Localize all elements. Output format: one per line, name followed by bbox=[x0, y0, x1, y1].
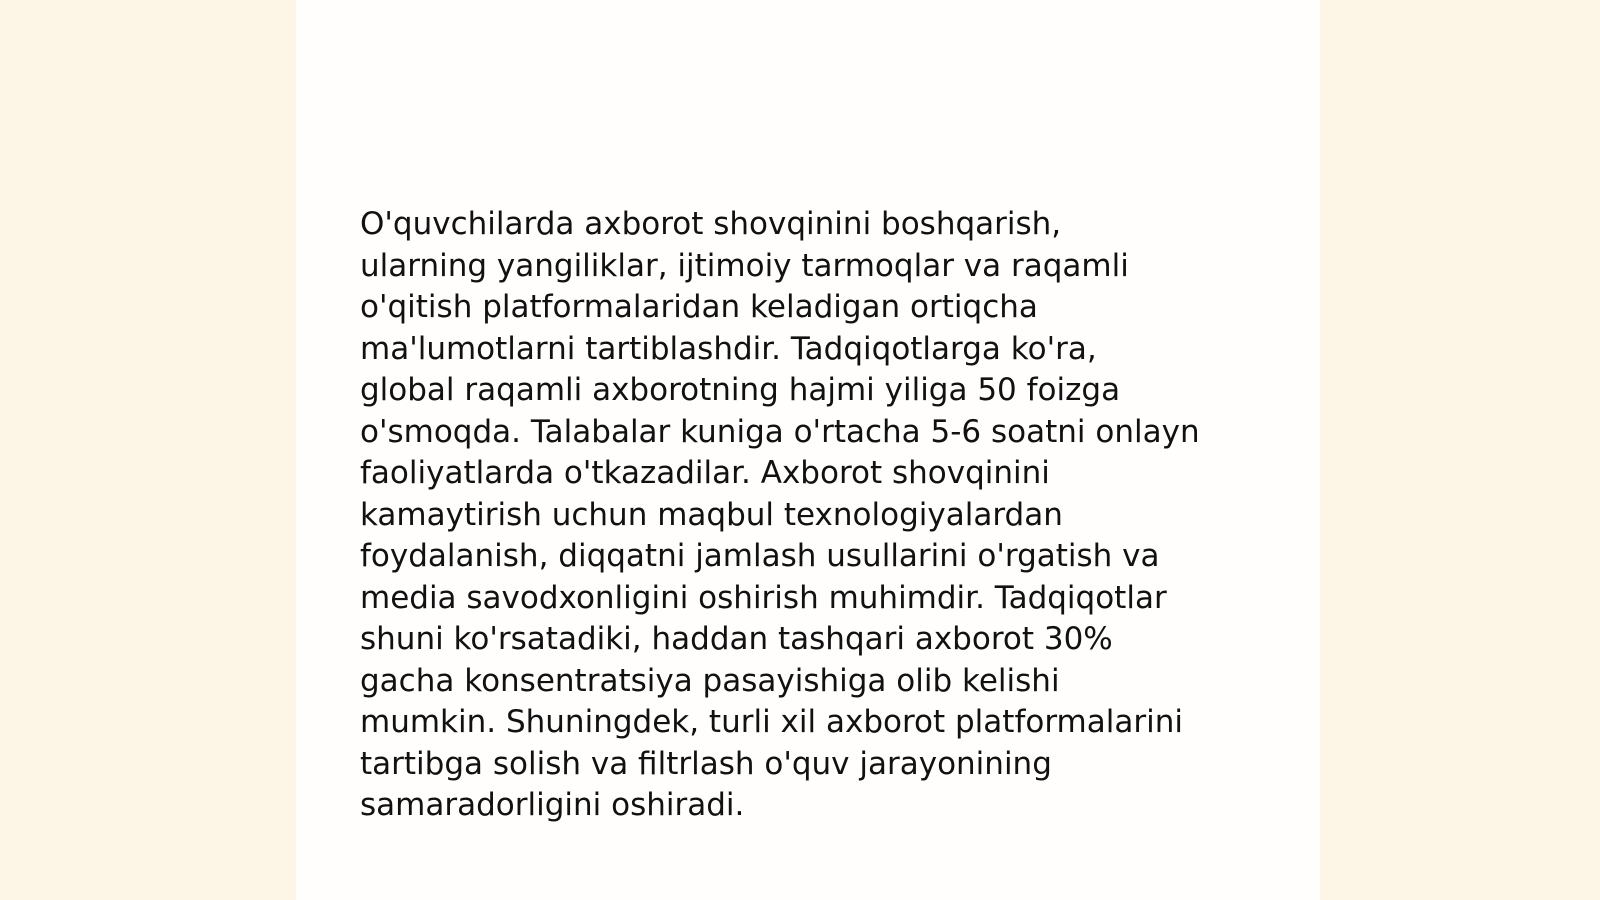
paragraph-line-5: global raqamli axborotning hajmi yiliga 50 foizga bbox=[360, 372, 1121, 408]
paragraph-line-14: tartibga solish va filtrlash o'quv jarayonining bbox=[360, 745, 1052, 782]
document-page bbox=[296, 0, 1320, 900]
paragraph-line-15: samaradorligini oshiradi. bbox=[360, 787, 745, 823]
paragraph-line-13: mumkin. Shuningdek, turli xil axborot platformalarini bbox=[360, 704, 1183, 740]
paragraph-line-7: faoliyatlarda o'tkazadilar. Axborot shovqinini bbox=[360, 455, 1050, 491]
paragraph-line-3: o'qitish platformalaridan keladigan ortiqcha bbox=[360, 289, 1038, 325]
paragraph-line-4: ma'lumotlarni tartiblashdir. Tadqiqotlarga ko'ra, bbox=[360, 330, 1097, 367]
body-paragraph bbox=[360, 204, 1260, 827]
paragraph-line-11: shuni ko'rsatadiki, haddan tashqari axborot 30% bbox=[360, 621, 1113, 657]
paragraph-line-10: media savodxonligini oshirish muhimdir. Tadqiqotlar bbox=[360, 579, 1167, 616]
paragraph-line-8: kamaytirish uchun maqbul texnologiyalardan bbox=[360, 496, 1063, 533]
paragraph-line-1: O'quvchilarda axborot shovqinini boshqarish, bbox=[360, 206, 1062, 242]
paragraph-line-2: ularning yangiliklar, ijtimoiy tarmoqlar va raqamli bbox=[360, 247, 1129, 284]
paragraph-line-6: o'smoqda. Talabalar kuniga o'rtacha 5-6 soatni onlayn bbox=[360, 413, 1200, 450]
paragraph-line-9: foydalanish, diqqatni jamlash usullarini o'rgatish va bbox=[360, 538, 1160, 574]
paragraph-line-12: gacha konsentratsiya pasayishiga olib kelishi bbox=[360, 662, 1060, 699]
